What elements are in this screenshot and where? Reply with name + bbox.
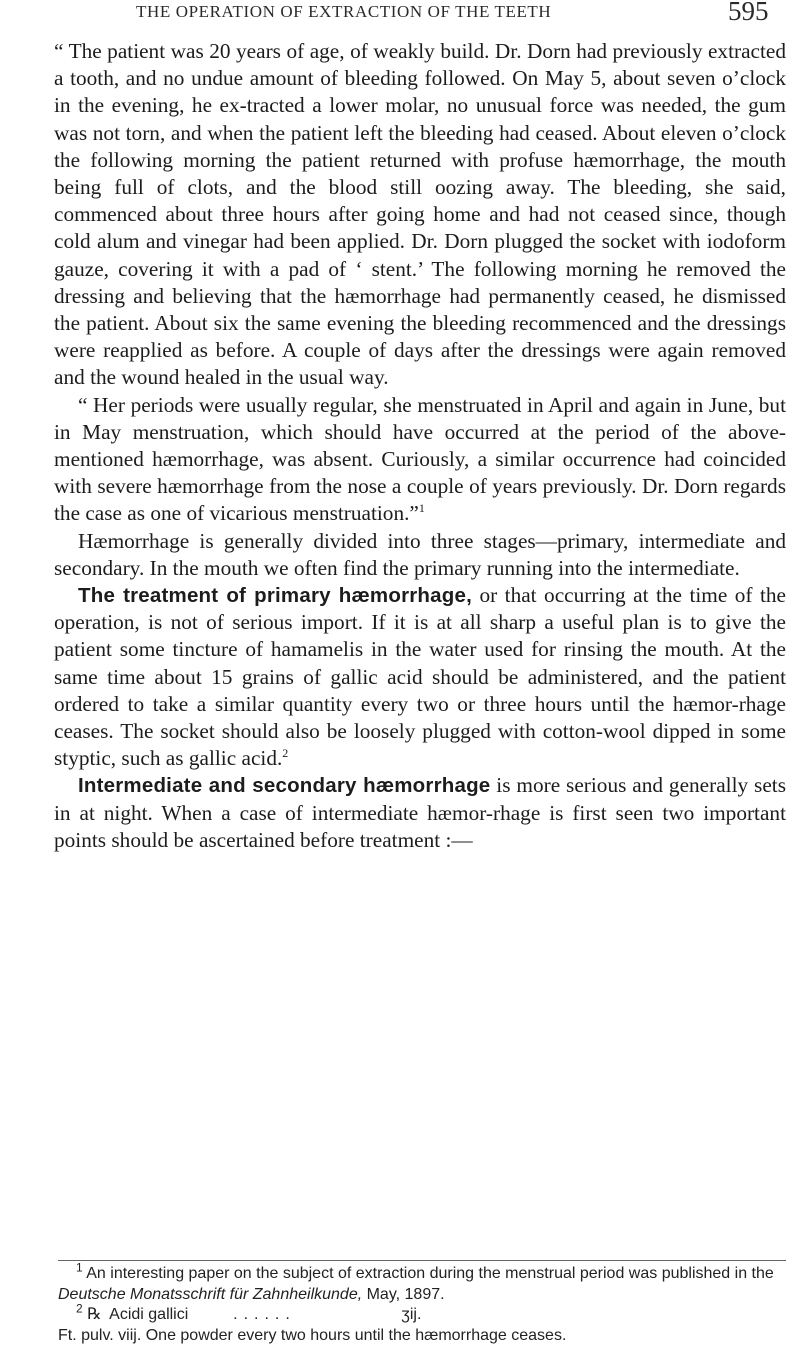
paragraph-case-report xyxy=(54,38,786,392)
paragraph-primary-treatment xyxy=(54,582,786,772)
body-text xyxy=(54,38,786,854)
paragraph-menstruation xyxy=(54,392,786,528)
secondary-heading: Intermediate and secondary hæmorrhage xyxy=(78,774,491,798)
footnote-ref-2: 2 xyxy=(282,746,289,761)
primary-treatment-text: or that occurring at the time of the operation, is not of serious import. If it is at all sharp a useful plan is to give the patient some tincture of hamamelis in the water used for rinsing the mouth. At the same time about 15 grains of gallic acid should be administered, and the patient ordered to take a similar quantity every two or three hours until the hæmor-rhage ceases. The socket should also be loosely plugged with cotton-wool dipped in some styptic, such as gallic acid. xyxy=(54,583,786,771)
menstruation-text: “ Her periods were usually regular, she menstruated in April and again in June, but in May menstruation, which should have occurred at the period of the above-mentioned hæmorrhage, was absent. Curiously, a similar occurrence had coincided with severe hæmorrhage from the nose a couple of years previously. Dr. Dorn regards the case as one of vicarious menstruation.” xyxy=(54,392,786,526)
primary-treatment-heading: The treatment of primary hæmorrhage, xyxy=(78,584,472,608)
paragraph-secondary xyxy=(54,772,786,854)
paragraph-stages xyxy=(54,528,786,582)
secondary-text: is more serious and generally sets in at night. When a case of intermediate hæmor-rhage is first seen two important points should be ascertained before treatment :— xyxy=(54,773,786,852)
prescription-drug: Acidi gallici xyxy=(109,1306,189,1323)
footnote-2-directions: Ft. pulv. viij. One powder every two hours until the hæmorrhage ceases. xyxy=(58,1326,567,1344)
stages-text: Hæmorrhage is generally divided into three stages—primary, intermediate and secondary. In the mouth we often find the primary running into the intermediate. xyxy=(54,528,786,580)
page-number: 595 xyxy=(728,0,769,26)
footnote-2 xyxy=(58,1301,786,1326)
footnote-1-marker: 1 xyxy=(76,1260,83,1275)
footnotes xyxy=(58,1260,786,1346)
footnote-1-date: May, 1897. xyxy=(362,1285,445,1303)
footnote-ref-1: 1 xyxy=(418,501,425,516)
running-title: THE OPERATION OF EXTRACTION OF THE TEETH xyxy=(136,2,552,21)
footnote-1 xyxy=(58,1260,786,1305)
footnote-1-text: An interesting paper on the subject of extraction during the menstrual period was published in the xyxy=(82,1265,774,1282)
prescription-leader: ...... xyxy=(233,1306,296,1323)
footnote-divider xyxy=(58,1260,786,1261)
prescription-symbol: ℞ xyxy=(87,1306,102,1323)
footnote-1-journal: Deutsche Monatsschrift für Zahnheilkunde, xyxy=(58,1285,363,1303)
footnote-2-marker: 2 xyxy=(76,1301,83,1316)
case-report-text: “ The patient was 20 years of age, of weakly build. Dr. Dorn had previously extracted a tooth, and no undue amount of bleeding followed. On May 5, about seven o’clock in the evening, he ex-tracted a lower molar, no unusual force was needed, the gum was not torn, and when the patient left the bleeding had ceased. About eleven o’clock the following morning the patient returned with profuse hæmorrhage, the mouth being full of clots, and the blood still oozing away. The bleeding, she said, commenced about three hours after going home and had not ceased since, though cold alum and vinegar had been applied. Dr. Dorn plugged the socket with iodoform gauze, covering it with a pad of ‘ stent.’ The following morning he removed the dressing and believing that the hæmorrhage had permanently ceased, he dismissed the patient. About six the same evening the bleeding recommenced and the dressings were reapplied as before. A couple of days after the dressings were again removed and the wound healed in the usual way. xyxy=(54,39,786,390)
prescription-dose: ʒij. xyxy=(401,1306,422,1323)
